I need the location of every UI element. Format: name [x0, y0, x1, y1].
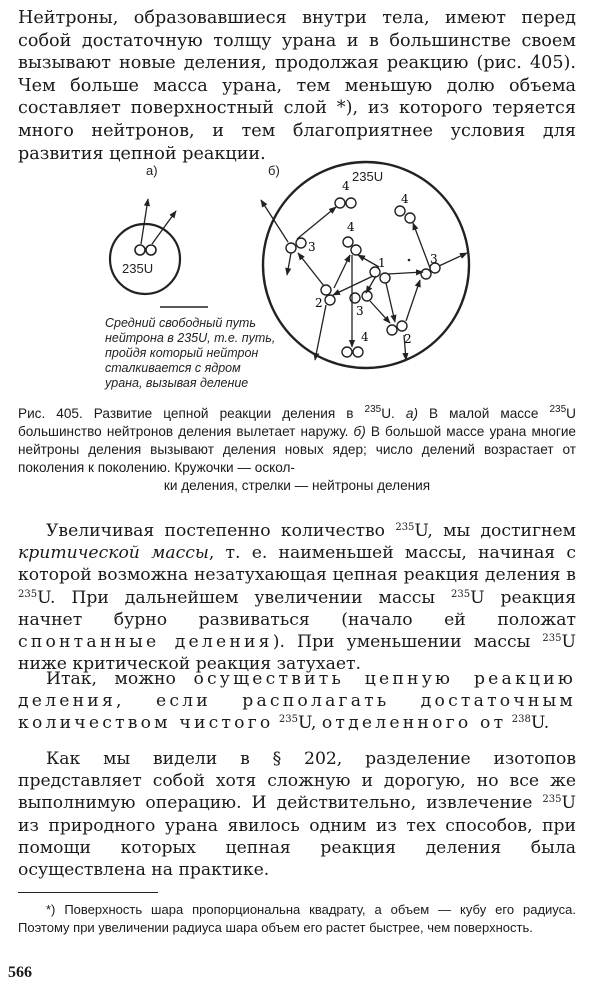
handwritten-note-line: урана, вызывая деление: [105, 376, 249, 390]
figure-caption: Рис. 405. Развитие цепной реакции деления в $^{235}$U. а) В малой массе $^{235}$U большинство нейтронов деления вылетает наружу. б) В большой массе урана многие нейтроны деления вызывают деления новых ядер; число делений возрастает от поколения к поколению. Кружочки — оскол- ки деления, стрелки — нейтроны деления: [18, 404, 576, 493]
footnote-divider: [18, 892, 158, 893]
paragraph-conclusion: Итак, можно осуществить цепную реакцию деления, если располагать достаточным количеством чистого $^{235}$U, отделенного от $^{238}$U.: [18, 669, 576, 734]
small-uranium-sphere: [110, 224, 180, 294]
svg-text:4: 4: [342, 179, 350, 193]
neutron-arrow: [152, 211, 176, 244]
svg-text:4: 4: [347, 220, 355, 234]
generation-labels: [308, 179, 438, 346]
large-sphere-label: 235U: [352, 169, 384, 184]
fragment-circle: [146, 245, 156, 255]
paragraph-critical-mass: Увеличивая постепенно количество $^{235}$U, мы достигнем критической массы, т. е. наименьшей массы, начиная с которой возможна незатухающая цепная реакция деления в $^{235}$U. При дальнейшем увеличении массы $^{235}$U реакция начнет бурно развиваться (начало ей положат спонтанные деления). При уменьшении массы $^{235}$U ниже критической реакция затухает.: [18, 521, 576, 675]
svg-text:1: 1: [378, 256, 386, 270]
page-number: 566: [8, 964, 32, 981]
svg-text:2: 2: [315, 296, 323, 310]
paragraph-chain-reaction-intro: Нейтроны, образовавшиеся внутри тела, имеют перед собой достаточную толщу урана и в большинстве своем вызывают новые деления, продолжая реакцию (рис. 405). Чем больше масса урана, тем меньшую долю объема составляет поверхностный слой *), из которого теряется много нейтронов, и тем благоприятнее условия для развития цепной реакции.: [18, 8, 576, 164]
label-b: б): [268, 163, 280, 178]
handwritten-note-line: нейтрона в 235U, т.е. путь,: [105, 331, 276, 345]
handwritten-note-line: Средний свободный путь: [105, 316, 256, 330]
svg-text:3: 3: [356, 304, 364, 318]
svg-text:3: 3: [430, 252, 438, 266]
handwritten-note-line: сталкивается с ядром: [105, 361, 241, 375]
svg-text:2: 2: [404, 332, 412, 346]
figure-405-chain-reaction: [90, 155, 490, 405]
dot-mark: [408, 259, 411, 262]
paragraph-isotope-separation: Как мы видели в § 202, разделение изотопов представляет собой хотя сложную и дорогую, но все же выполнимую операцию. И действительно, извлечение $^{235}$U из природного урана явилось одним из тех способов, при помощи которых цепная реакция деления была осуществлена на практике.: [18, 749, 576, 881]
small-sphere-label: 235U: [122, 261, 154, 276]
handwritten-note-line: пройдя который нейтрон: [105, 346, 259, 360]
svg-text:4: 4: [361, 330, 369, 344]
svg-text:4: 4: [401, 192, 409, 206]
label-a: а): [146, 163, 158, 178]
footnote: *) Поверхность шара пропорциональна квадрату, а объем — кубу его радиуса. Поэтому при увеличении радиуса шара объем его растет быстрее, чем поверхность.: [18, 902, 576, 935]
fragment-circle: [135, 245, 145, 255]
neutron-arrow: [141, 199, 148, 244]
svg-text:3: 3: [308, 240, 316, 254]
